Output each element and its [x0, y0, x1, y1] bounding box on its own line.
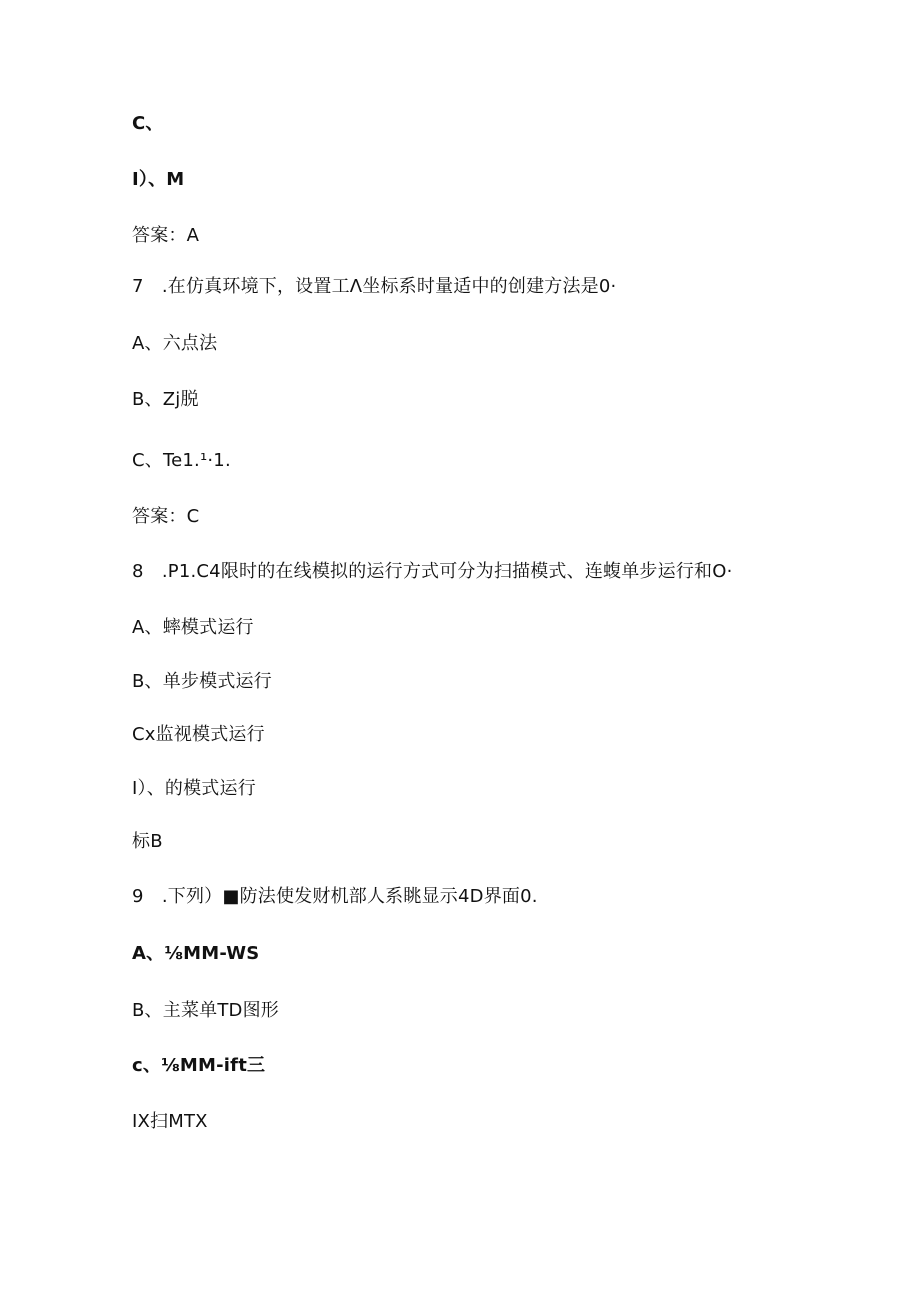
option-b: B、单步模式运行 — [132, 671, 272, 692]
option-a: A、蟀模式运行 — [132, 617, 254, 638]
question-8: 8 .P1.C4限时的在线模拟的运行方式可分为扫描模式、连蝮单步运行和O· — [132, 561, 733, 582]
option-d: I）、M — [132, 169, 185, 190]
option-b: B、Zj脱 — [132, 389, 199, 410]
option-c: C、Te1.¹·1. — [132, 450, 231, 471]
question-9: 9 .下列）■防法使发财机部人系眺显示4D界面0. — [132, 886, 538, 907]
option-c: C、 — [132, 113, 164, 134]
answer-line: 答案：C — [132, 506, 200, 527]
answer-line: 标B — [132, 831, 163, 852]
option-c: c、⅛MM-ift三 — [132, 1055, 266, 1076]
option-d: I）、的模式运行 — [132, 778, 256, 799]
option-b: B、主菜单TD图形 — [132, 1000, 280, 1021]
option-d: IX扫MTX — [132, 1111, 208, 1132]
answer-line: 答案：A — [132, 225, 200, 246]
question-7: 7 .在仿真环境下，设置工Λ坐标系时量适中的创建方法是0· — [132, 276, 617, 297]
option-a: A、六点法 — [132, 333, 218, 354]
option-a: A、⅛MM-WS — [132, 943, 260, 964]
option-c: Cx监视模式运行 — [132, 724, 265, 745]
